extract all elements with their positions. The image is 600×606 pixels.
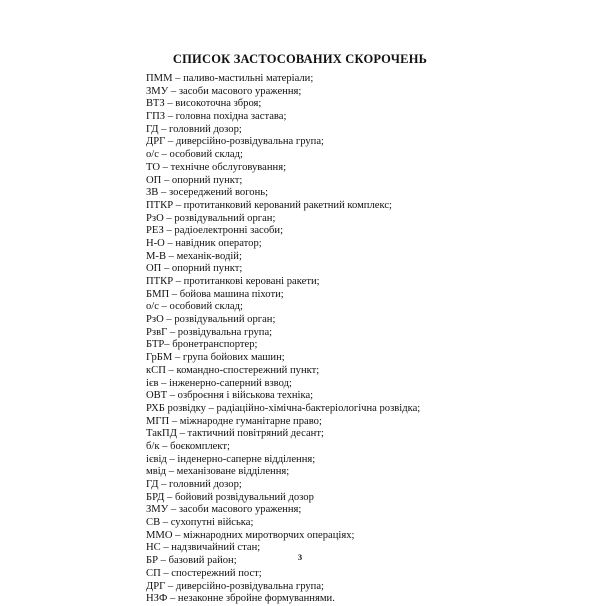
abbreviation-entry: М-В – механік-водій; [146,250,242,262]
abbreviation-entry: ієвід – інденерно-саперне відділення; [146,453,316,465]
abbreviation-entry: ЗВ – зосереджений вогонь; [146,187,269,199]
abbreviation-entry: ПТКР – протитанковий керований ракетний комплекс; [146,199,392,211]
abbreviation-entry: МГП – міжнародне гуманітарне право; [146,415,322,427]
abbreviation-entry: Н-О – навідник оператор; [146,237,262,249]
abbreviation-entry: о/с – особовий склад; [146,149,243,161]
abbreviation-entry: ЗМУ – засоби масового ураження; [146,504,302,516]
abbreviation-entry: ПММ – паливо-мастильні матеріали; [146,73,314,84]
abbreviation-entry: ТакПД – тактичний повітряний десант; [146,428,324,440]
abbreviation-entry: БРД – бойовий розвідувальний дозор [146,491,314,503]
abbreviation-entry: НС – надзвичайний стан; [146,542,261,554]
abbreviation-entry: ПТКР – протитанкові керовані ракети; [146,276,320,287]
abbreviation-entry: БТР– бронетранспортер; [146,339,258,351]
abbreviation-entry: ГД – головний дозор; [146,123,242,135]
abbreviation-entry: ДРГ – диверсійно-розвідувальна група; [146,580,324,592]
abbreviation-entry: ГрБМ – група бойових машин; [146,352,285,364]
abbreviation-entry: ММО – міжнародних миротворчих операціях; [146,529,355,541]
abbreviation-entry: ОП – опорний пункт; [146,263,243,275]
abbreviation-entry: РзвГ – розвідувальна група; [146,326,273,338]
abbreviation-entry: НЗФ – незаконне збройне формуваннями. [146,593,335,605]
abbreviation-entry: ГПЗ – головна похідна застава; [146,111,287,123]
abbreviation-entry: СВ – сухопутні війська; [146,517,254,529]
abbreviation-entry: РзО – розвідувальний орган; [146,212,276,224]
abbreviation-entry: РХБ розвідку – радіаційно-хімічна-бактеріологічна розвідка; [146,402,421,414]
page-number: 3 [297,552,303,562]
abbreviation-entry: БР – базовий район; [146,555,237,567]
abbreviation-entry: кСП – командно-спостережний пункт; [146,364,320,376]
abbreviation-entry: РзО – розвідувальний орган; [146,314,276,326]
abbreviation-entry: мвід – механізоване відділення; [146,466,290,478]
abbreviation-entry: ГД – головний дозор; [146,479,242,490]
abbreviation-entry: БМП – бойова машина піхоти; [146,288,284,300]
page-title: СПИСОК ЗАСТОСОВАНИХ СКОРОЧЕНЬ [172,52,428,66]
abbreviation-entry: РЕЗ – радіоелектронні засоби; [146,225,284,237]
abbreviation-entry: ієв – інженерно-саперний взвод; [146,377,292,389]
abbreviation-entry: б/к – боєкомплект; [146,440,230,452]
abbreviation-entry: ЗМУ – засоби масового ураження; [146,85,302,97]
abbreviation-entry: ОВТ – озброєння і військова техніка; [146,390,314,402]
abbreviation-entry: ОП – опорний пункт; [146,174,243,186]
abbreviation-list [146,73,420,606]
abbreviation-entry: ДРГ – диверсійно-розвідувальна група; [146,136,324,148]
abbreviation-entry: ТО – технічне обслуговування; [146,161,287,173]
abbreviation-entry: о/с – особовий склад; [146,301,243,313]
abbreviation-entry: ВТЗ – високоточна зброя; [146,98,262,110]
abbreviation-entry: СП – спостережний пост; [146,567,262,579]
